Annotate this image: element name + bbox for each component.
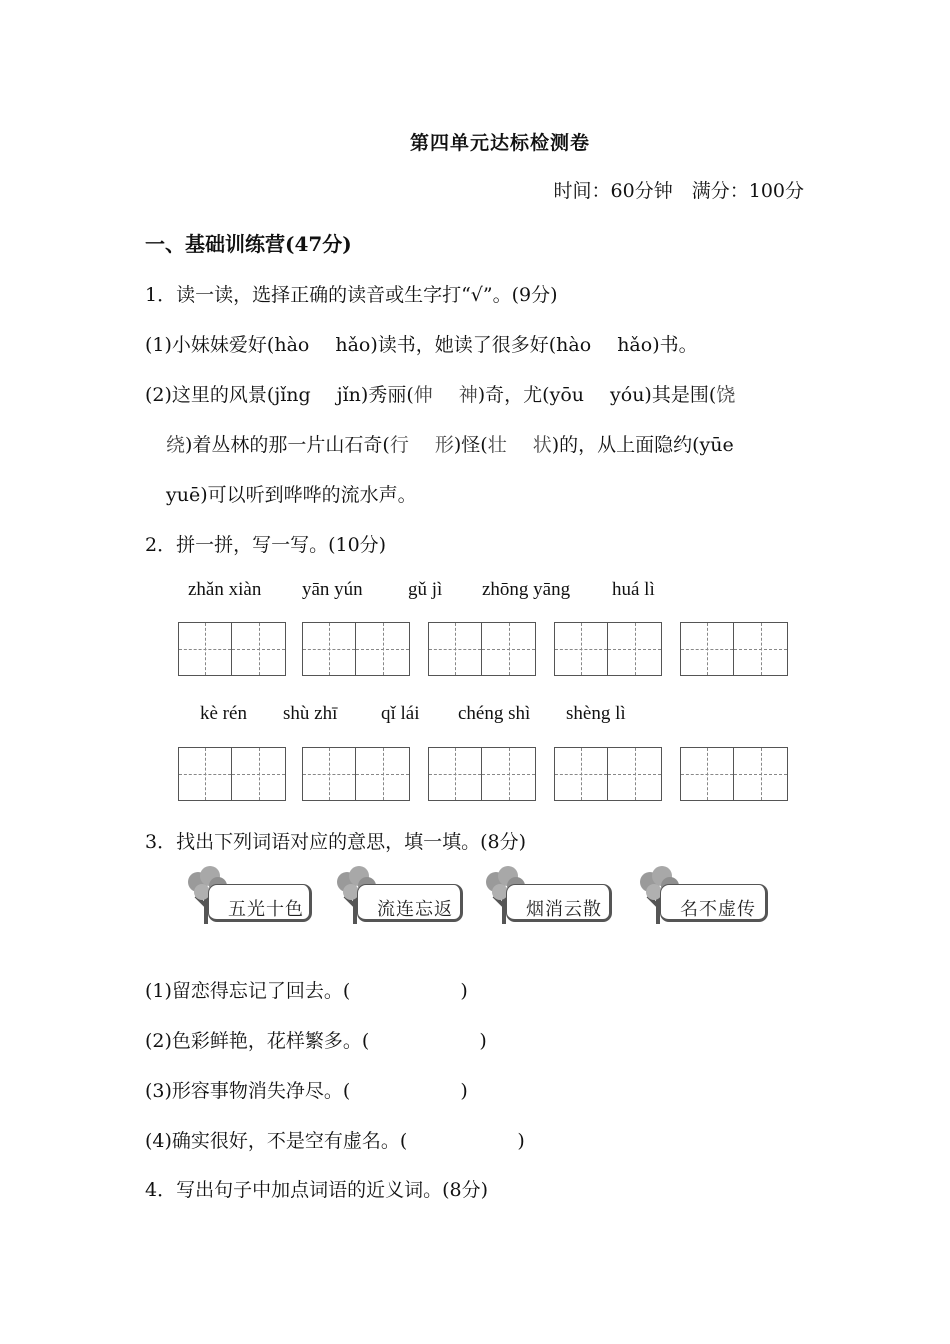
option-char[interactable]: 神 (458, 384, 478, 406)
idiom-word: 五光十色 (228, 899, 304, 920)
word-card (184, 866, 314, 926)
question-1-item-1: (1)小妹妹爱好(hào hǎo)读书，她读了很多好(hào hǎo)书。 (145, 334, 698, 356)
idiom-word: 烟消云散 (526, 899, 602, 920)
pinyin-label: kè rén (200, 703, 247, 724)
question-1-item-2-line-2: 绕)着丛林的那一片山石奇(行 形)怪(壮 状)的，从上面隐约(yūe (166, 434, 734, 456)
tian-grid-box[interactable] (680, 622, 788, 676)
idiom-word: 流连忘返 (377, 899, 453, 920)
question-3-item-4: (4)确实很好，不是空有虚名。( ) (145, 1130, 525, 1152)
option-char[interactable]: 壮 (487, 434, 507, 456)
tian-grid-box[interactable] (680, 747, 788, 801)
pinyin-label: shù zhī (283, 703, 338, 724)
tian-grid-box[interactable] (428, 622, 536, 676)
page-title: 第四单元达标检测卷 (409, 132, 590, 154)
question-1-item-2-line-3: yuē)可以听到哗哗的流水声。 (166, 484, 417, 506)
tian-grid-box[interactable] (178, 747, 286, 801)
pinyin-label: yān yún (302, 579, 363, 600)
section-heading: 一、基础训练营(47分) (145, 232, 352, 256)
exam-time-score: 时间：60分钟 满分：100分 (553, 180, 804, 202)
pinyin-label: gǔ jì (408, 579, 443, 600)
pinyin-label: zhōng yāng (482, 579, 571, 600)
question-3-item-2: (2)色彩鲜艳，花样繁多。( ) (145, 1030, 487, 1052)
word-card (636, 866, 770, 926)
option-char[interactable]: 饶 (716, 384, 736, 406)
tian-grid-box[interactable] (428, 747, 536, 801)
pinyin-label: huá lì (612, 579, 655, 600)
pinyin-label: shèng lì (566, 703, 626, 724)
tian-grid-box[interactable] (178, 622, 286, 676)
tian-grid-box[interactable] (554, 747, 662, 801)
idiom-word: 名不虚传 (680, 899, 756, 920)
question-1-item-2-line-1: (2)这里的风景(jǐng jǐn)秀丽(伸 神)奇，尤(yōu yóu)其是围(饶 (145, 384, 736, 406)
pinyin-label: qǐ lái (381, 703, 420, 724)
question-2-title: 2．拼一拼，写一写。(10分) (145, 534, 387, 556)
tian-grid-box[interactable] (302, 747, 410, 801)
question-3-title: 3．找出下列词语对应的意思，填一填。(8分) (145, 831, 527, 853)
question-3-item-1: (1)留恋得忘记了回去。( ) (145, 980, 468, 1002)
tian-grid-box[interactable] (302, 622, 410, 676)
option-char[interactable]: 行 (389, 434, 409, 456)
pinyin-row-1 (0, 579, 950, 605)
question-1-title: 1．读一读，选择正确的读音或生字打“√”。(9分) (145, 284, 558, 306)
option-char[interactable]: 状 (532, 434, 552, 456)
pinyin-label: chéng shì (458, 703, 531, 724)
pinyin-label: zhǎn xiàn (188, 579, 262, 600)
option-char[interactable]: 形 (434, 434, 454, 456)
pinyin-row-2 (0, 703, 950, 729)
question-4-title: 4．写出句子中加点词语的近义词。(8分) (145, 1179, 489, 1201)
question-3-item-3: (3)形容事物消失净尽。( ) (145, 1080, 468, 1102)
tian-grid-box[interactable] (554, 622, 662, 676)
word-card (333, 866, 463, 926)
option-char[interactable]: 伸 (413, 384, 433, 406)
option-char[interactable]: 绕 (166, 434, 186, 456)
word-card (482, 866, 612, 926)
